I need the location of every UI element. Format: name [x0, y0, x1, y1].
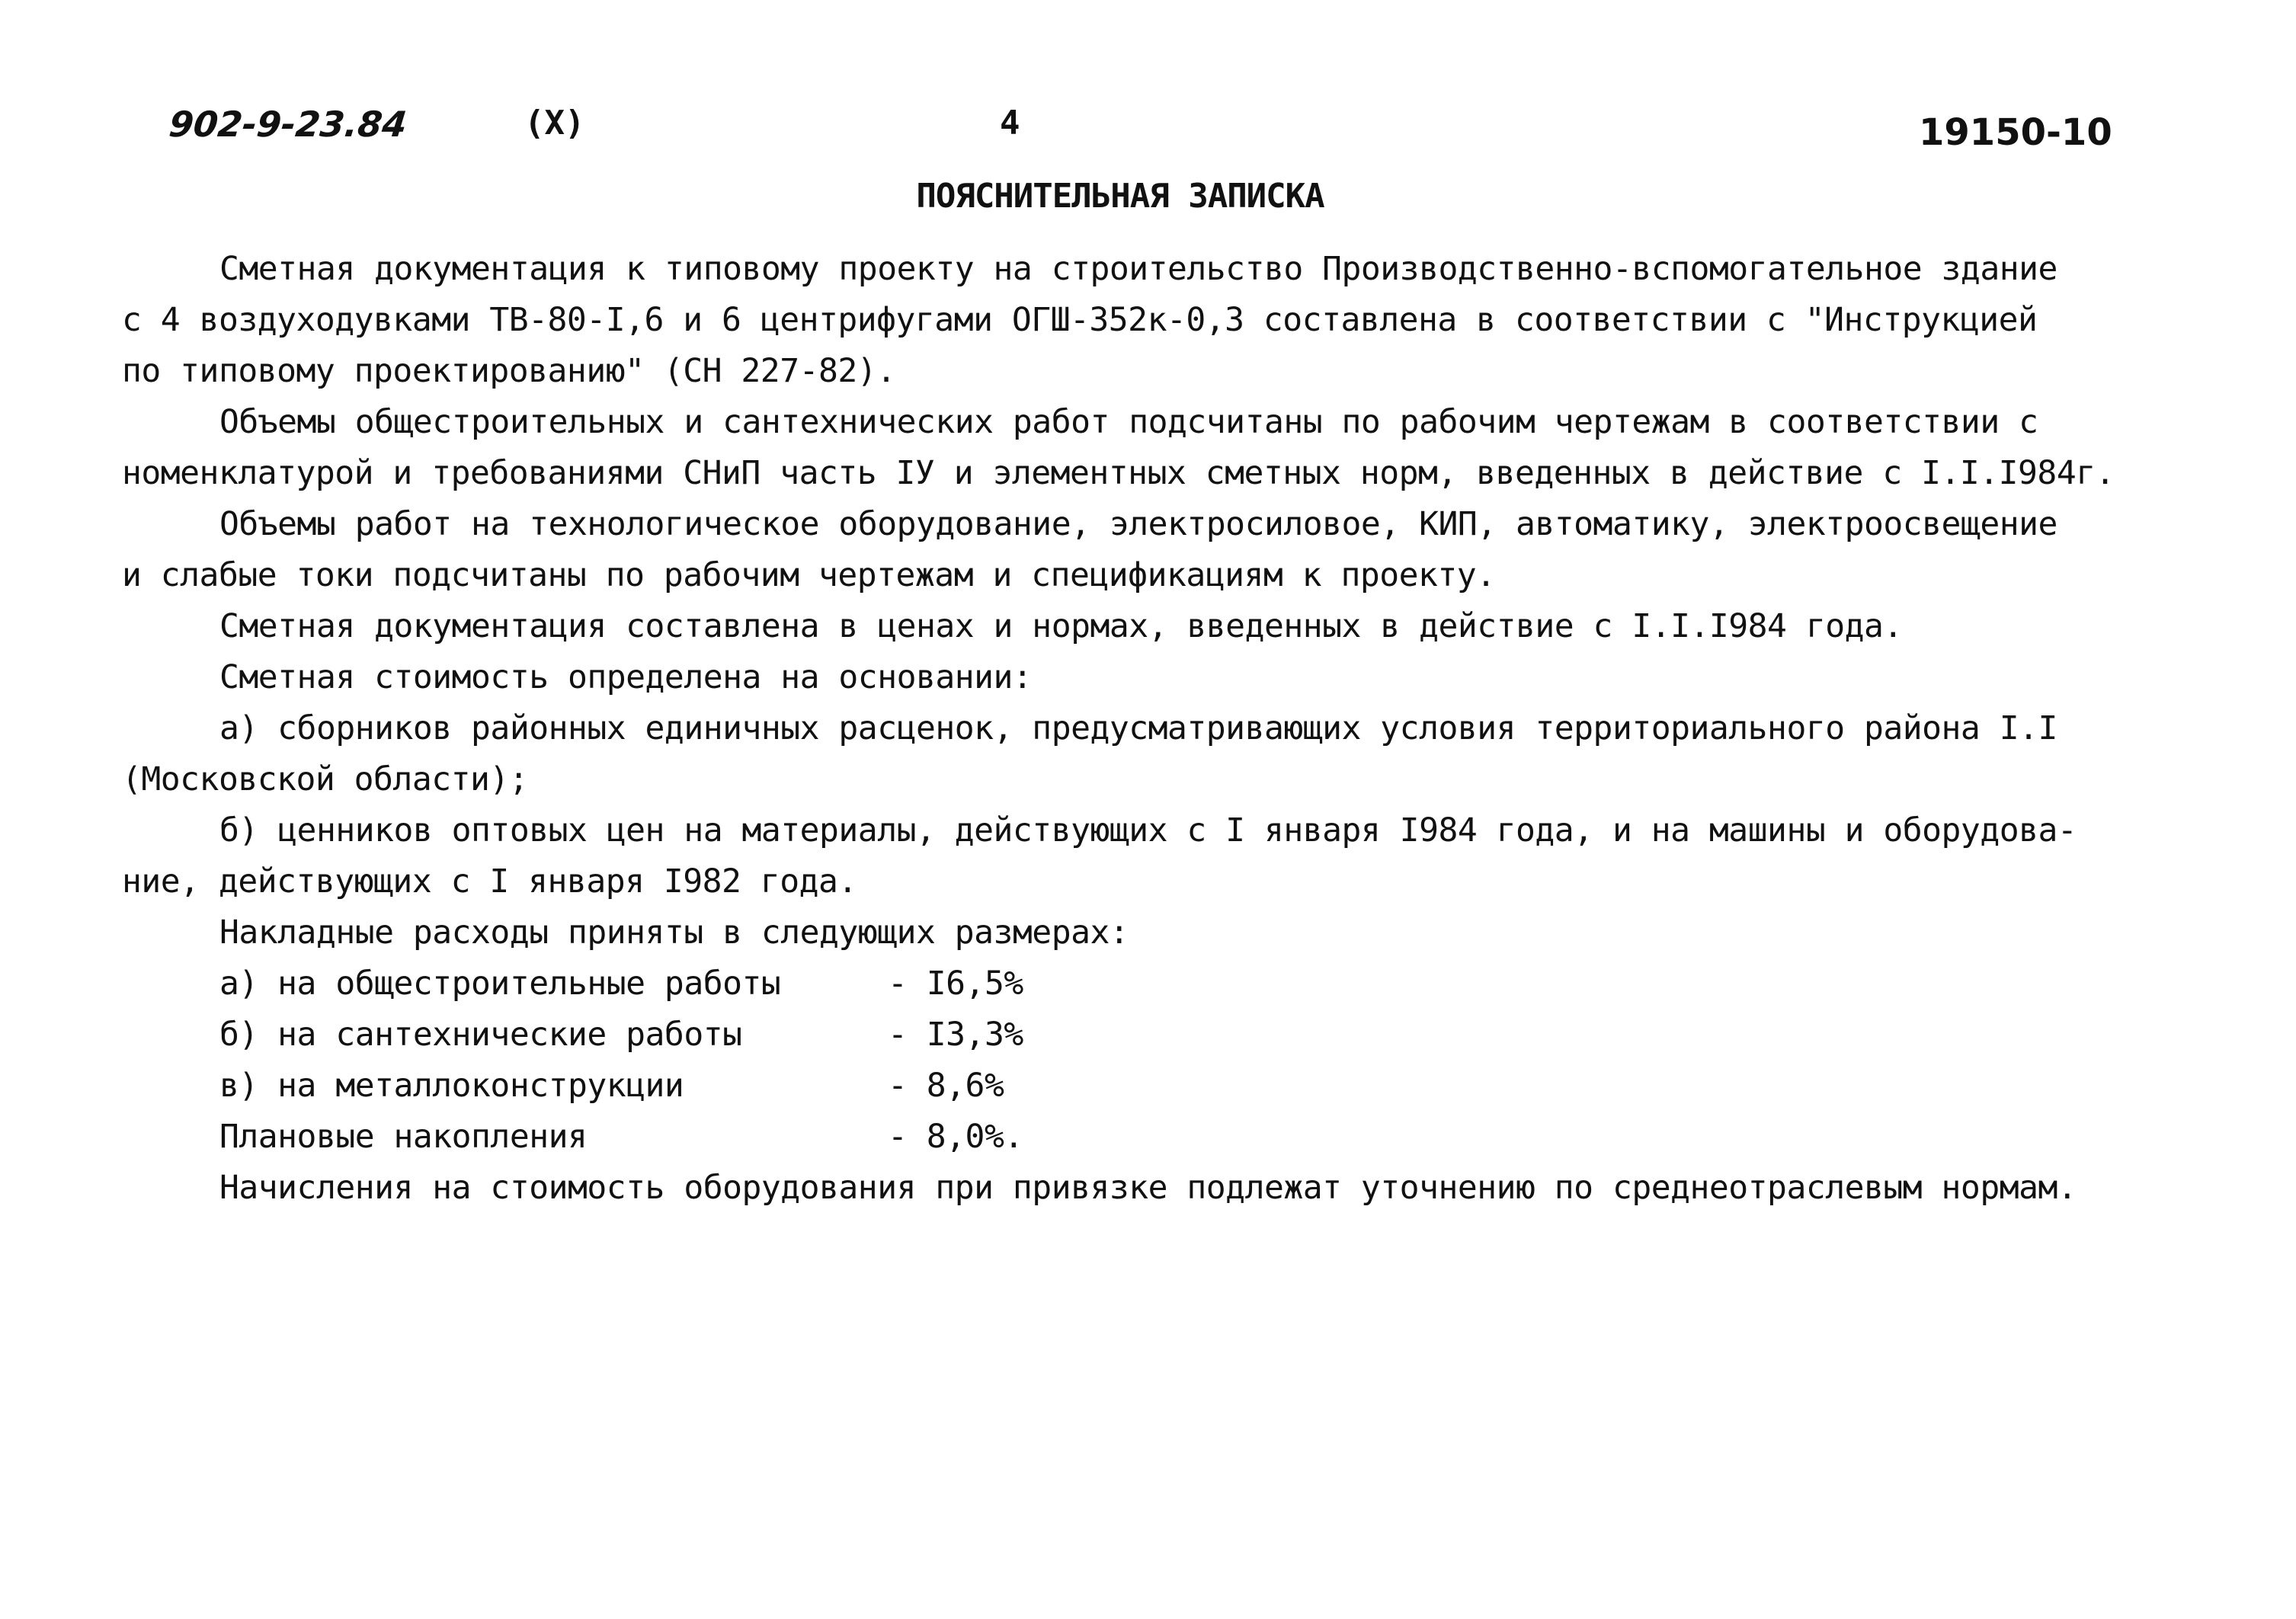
- rate-row: [122, 958, 2195, 1009]
- text-line: по типовому проектированию" (СН 227-82).: [122, 352, 896, 390]
- text-line: Накладные расходы приняты в следующих размерах:: [219, 913, 1129, 952]
- rate-label: а) на общестроительные работы: [219, 965, 781, 1003]
- text-line: Объемы работ на технологическое оборудование, электросиловое, КИП, автоматику, электроосвещение: [219, 505, 2057, 543]
- document-mark: (X): [524, 104, 585, 142]
- text-line: Сметная документация составлена в ценах и нормах, введенных в действие с I.I.I984 года.: [219, 607, 1903, 645]
- text-line: и слабые токи подсчитаны по рабочим чертежам и спецификациям к проекту.: [122, 556, 1496, 594]
- text-line: Сметная документация к типовому проекту на строительство Производственно-вспомогательное здание: [219, 250, 2057, 288]
- rate-label: Плановые накопления: [219, 1118, 588, 1156]
- rate-row: [122, 1061, 2195, 1112]
- text-line: Объемы общестроительных и сантехнических работ подсчитаны по рабочим чертежам в соответствии с: [219, 403, 2038, 441]
- rate-label: б) на сантехнические работы: [219, 1016, 742, 1054]
- text-line: Сметная стоимость определена на основании:: [219, 658, 1033, 696]
- document-title: ПОЯСНИТЕЛЬНАЯ ЗАПИСКА: [916, 177, 1324, 216]
- text-line: б) ценников оптовых цен на материалы, действующих с I января I984 года, и на машины и оборудова-: [219, 811, 2077, 849]
- rate-row: [122, 1112, 2195, 1163]
- text-line: ние, действующих с I января I982 года.: [122, 862, 857, 901]
- rate-value: - 8,0%.: [888, 1118, 1023, 1156]
- text-line: (Московской области);: [122, 760, 529, 798]
- rate-value: - I3,3%: [888, 1016, 1023, 1054]
- document-body: [122, 244, 2195, 1214]
- text-line: Начисления на стоимость оборудования при привязке подлежат уточнению по среднеотраслевым нормам.: [219, 1169, 2077, 1207]
- text-line: номенклатурой и требованиями СНиП часть IУ и элементных сметных норм, введенных в действие с I.I.I984г.: [122, 454, 2115, 492]
- text-line: с 4 воздуходувками ТВ-80-I,6 и 6 центрифугами ОГШ-352к-0,3 составлена в соответствии с "Инструкцией: [122, 301, 2038, 339]
- album-number: 19150-10: [1919, 111, 2112, 154]
- rate-value: - 8,6%: [888, 1067, 1004, 1105]
- page-number: 4: [1000, 104, 1020, 142]
- rate-label: в) на металлоконструкции: [219, 1067, 684, 1105]
- rate-value: - I6,5%: [888, 965, 1023, 1003]
- rate-row: [122, 1009, 2195, 1061]
- project-code: 902-9-23.84: [167, 104, 409, 145]
- text-line: а) сборников районных единичных расценок, предусматривающих условия территориального района I.I: [219, 709, 2057, 747]
